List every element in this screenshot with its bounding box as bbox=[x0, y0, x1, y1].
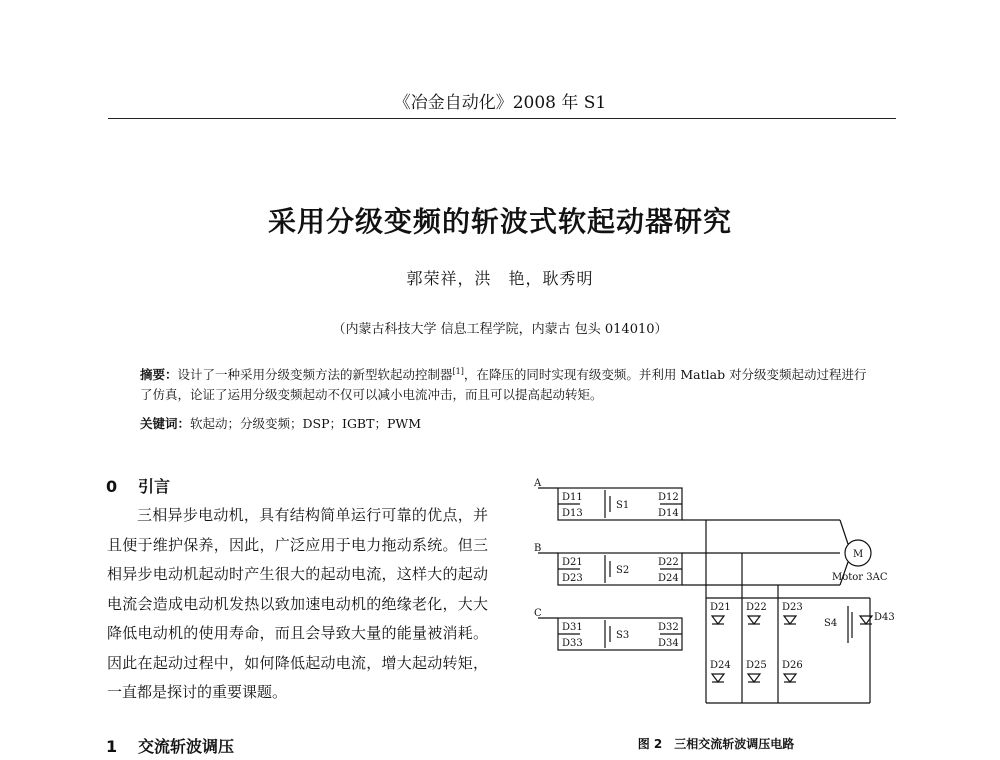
r23-label: D23 bbox=[782, 602, 803, 613]
d12-label: D12 bbox=[658, 492, 679, 503]
phase-a-label: A bbox=[534, 478, 542, 489]
journal-header: 《冶金自动化》2008 年 S1 bbox=[393, 93, 607, 113]
authors: 郭荣祥，洪 艳，耿秀明 bbox=[406, 269, 594, 288]
phase-b-label: B bbox=[534, 543, 542, 554]
header-rule bbox=[108, 118, 896, 119]
keywords-text: 软起动；分级变频；DSP；IGBT；PWM bbox=[190, 416, 422, 431]
d24-label: D24 bbox=[658, 573, 679, 584]
section-0-heading bbox=[106, 474, 170, 497]
section-1-title: 交流斩波调压 bbox=[138, 737, 235, 756]
s4-label: S4 bbox=[824, 618, 838, 629]
r24-label: D24 bbox=[710, 660, 731, 671]
d33-label: D33 bbox=[562, 638, 583, 649]
abstract-ref: [1] bbox=[452, 367, 464, 376]
d21-label: D21 bbox=[562, 557, 583, 568]
d13-label: D13 bbox=[562, 508, 583, 519]
abstract-text: 设计了一种采用分级变频方法的新型软起动控制器 bbox=[177, 367, 453, 383]
d23-label: D23 bbox=[562, 573, 583, 584]
s2-label: S2 bbox=[616, 565, 630, 576]
keywords bbox=[140, 414, 872, 432]
keywords-label: 关键词： bbox=[140, 416, 191, 431]
d43-label: D43 bbox=[874, 612, 895, 623]
affiliation: （内蒙古科技大学 信息工程学院，内蒙古 包头 014010） bbox=[332, 322, 668, 337]
section-0-title: 引言 bbox=[138, 477, 171, 496]
d14-label: D14 bbox=[658, 508, 679, 519]
abstract bbox=[140, 362, 872, 405]
section-0-number: 0 bbox=[106, 477, 118, 496]
phase-c-label: C bbox=[534, 608, 542, 619]
r22-label: D22 bbox=[746, 602, 767, 613]
abstract-rest: ，在降压的同时实现有级变频。并利用 Matlab 对分级变频起动过程进行了仿真，论证了运用分级变频起动不仅可以减小电流冲击，而且可以提高起动转矩。 bbox=[140, 367, 867, 403]
section-1-heading bbox=[106, 734, 234, 757]
d31-label: D31 bbox=[562, 622, 583, 633]
section-0-body: 三相异步电动机，具有结构简单运行可靠的优点，并且便于维护保养，因此，广泛应用于电力拖动系统。但三相异步电动机起动时产生很大的起动电流，这样大的起动电流会造成电动机发热以致加速电动机的绝缘老化，大大降低电动机的使用寿命，而且会导致大量的能量被消耗。因此在起动过程中，如何降低起动电流，增大起动转矩，一直都是探讨的重要课题。 bbox=[107, 506, 488, 701]
r21-label: D21 bbox=[710, 602, 731, 613]
d34-label: D34 bbox=[658, 638, 679, 649]
s3-label: S3 bbox=[616, 630, 630, 641]
section-1-number: 1 bbox=[106, 737, 118, 756]
motor-symbol: M bbox=[853, 549, 864, 560]
d32-label: D32 bbox=[658, 622, 679, 633]
abstract-label: 摘要： bbox=[140, 367, 178, 383]
figure-caption: 图 2 三相交流斩波调压电路 bbox=[637, 737, 795, 751]
paper-title: 采用分级变频的斩波式软起动器研究 bbox=[267, 205, 732, 238]
s1-label: S1 bbox=[616, 500, 630, 511]
r25-label: D25 bbox=[746, 660, 767, 671]
circuit-diagram bbox=[530, 478, 910, 718]
d22-label: D22 bbox=[658, 557, 679, 568]
r26-label: D26 bbox=[782, 660, 803, 671]
d11-label: D11 bbox=[562, 492, 583, 503]
motor-label: Motor 3AC bbox=[832, 572, 888, 583]
